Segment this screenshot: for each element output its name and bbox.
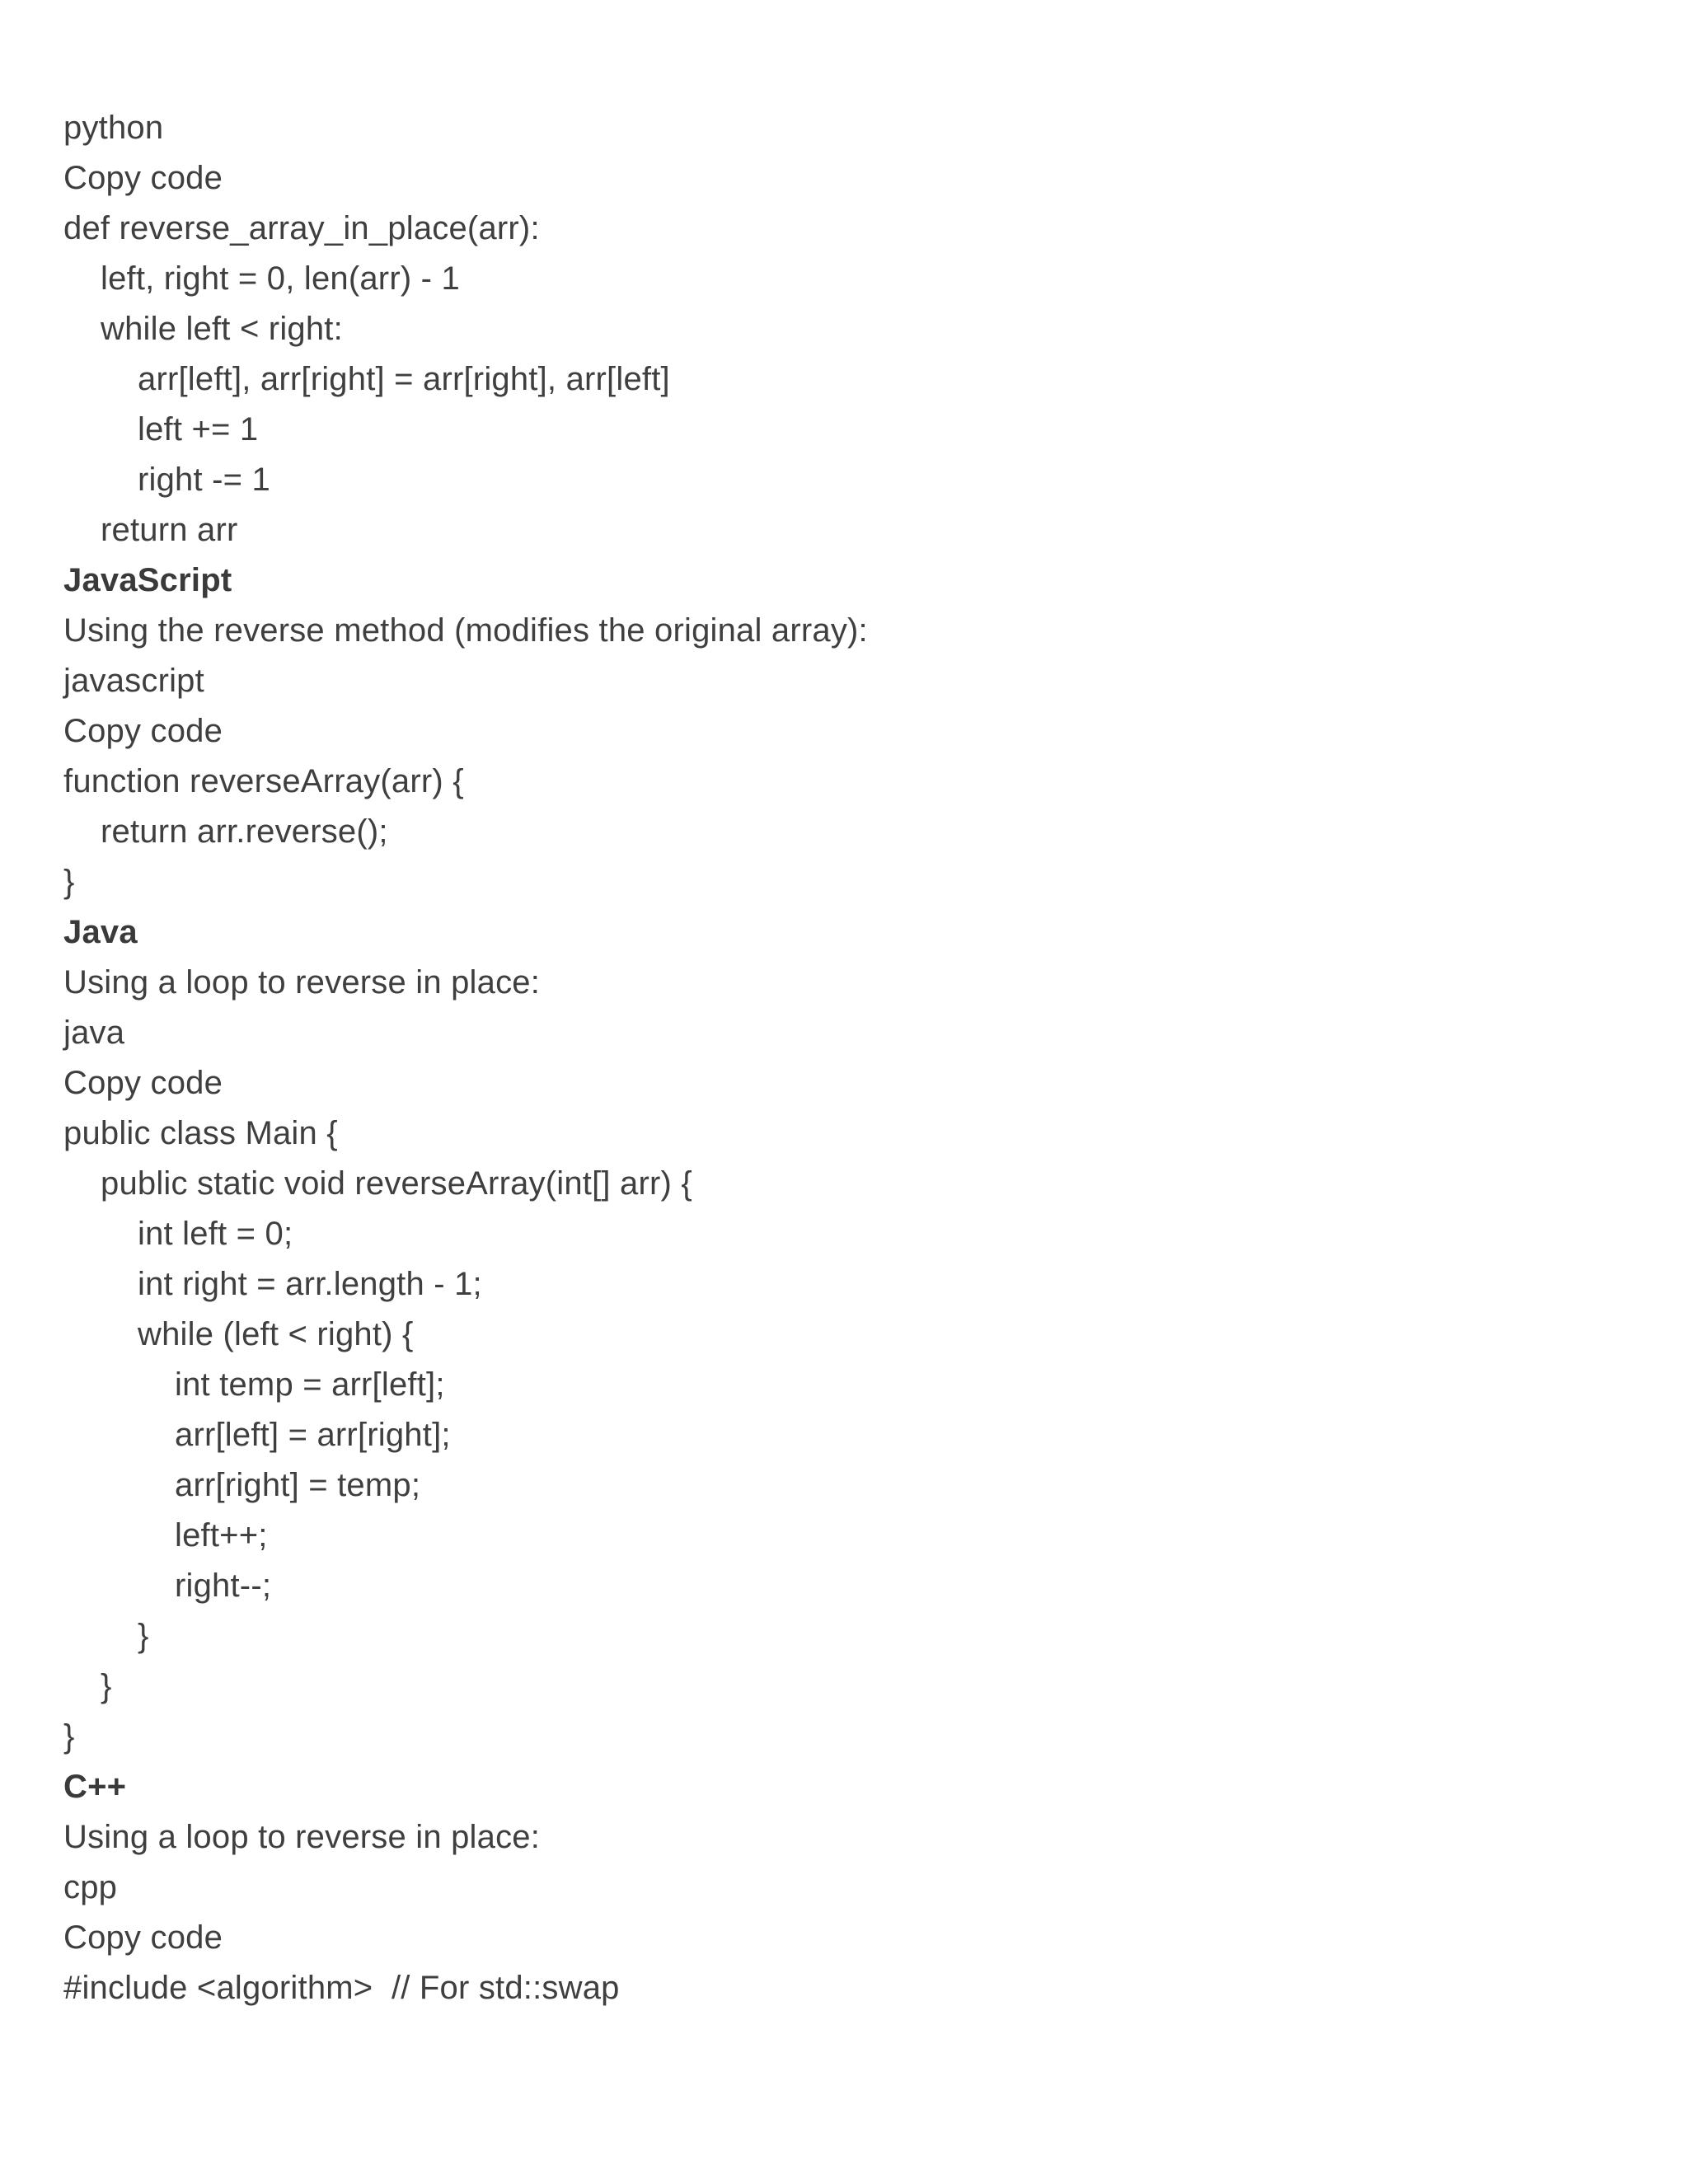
copy-code-button[interactable]: Copy code (63, 160, 223, 196)
code-line: } (63, 1718, 75, 1755)
code-line: public static void reverseArray(int[] arr) { (101, 1165, 692, 1202)
code-language-label: python (63, 110, 164, 146)
code-line: left, right = 0, len(arr) - 1 (101, 260, 460, 297)
code-line: left++; (175, 1517, 268, 1554)
section-description: Using a loop to reverse in place: (63, 964, 541, 1001)
code-line: arr[left] = arr[right]; (175, 1417, 451, 1453)
code-line: while (left < right) { (138, 1316, 414, 1352)
code-line: public class Main { (63, 1115, 338, 1151)
code-line: #include <algorithm> // For std::swap (63, 1970, 620, 2006)
section-heading-cpp: C++ (63, 1769, 127, 1805)
code-line: } (138, 1618, 149, 1654)
python-code-block (63, 103, 1629, 555)
code-line: right--; (175, 1568, 272, 1604)
javascript-section (63, 555, 1629, 907)
code-line: int temp = arr[left]; (175, 1366, 445, 1403)
code-line: arr[right] = temp; (175, 1467, 421, 1503)
document-content (63, 103, 1629, 2013)
code-line: return arr (101, 512, 238, 548)
code-line: int left = 0; (138, 1216, 293, 1252)
section-description: Using the reverse method (modifies the original array): (63, 612, 868, 649)
code-line: } (63, 864, 75, 900)
code-line: arr[left], arr[right] = arr[right], arr[left] (138, 361, 670, 397)
code-line: return arr.reverse(); (101, 813, 388, 850)
code-language-label: javascript (63, 663, 204, 699)
code-language-label: java (63, 1015, 125, 1051)
section-heading-javascript: JavaScript (63, 562, 232, 598)
code-line: right -= 1 (138, 462, 270, 498)
section-heading-java: Java (63, 914, 138, 950)
code-line: function reverseArray(arr) { (63, 763, 464, 799)
copy-code-button[interactable]: Copy code (63, 1919, 223, 1956)
copy-code-button[interactable]: Copy code (63, 713, 223, 749)
section-description: Using a loop to reverse in place: (63, 1819, 541, 1855)
code-language-label: cpp (63, 1869, 118, 1905)
java-section (63, 907, 1629, 1762)
cpp-section (63, 1762, 1629, 2013)
code-line: left += 1 (138, 411, 259, 448)
code-line: def reverse_array_in_place(arr): (63, 210, 540, 246)
copy-code-button[interactable]: Copy code (63, 1065, 223, 1101)
code-line: } (101, 1668, 112, 1704)
code-line: while left < right: (101, 311, 343, 347)
code-line: int right = arr.length - 1; (138, 1266, 482, 1302)
